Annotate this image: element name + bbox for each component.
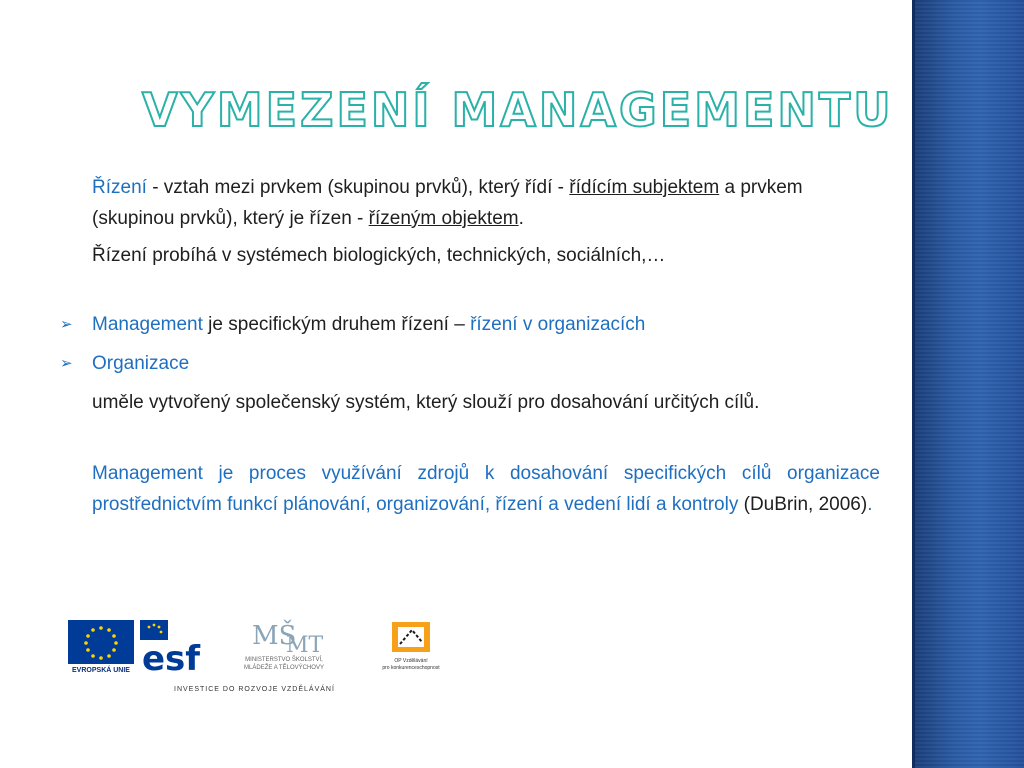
systems-paragraph: Řízení probíhá v systémech biologických, technických, sociálních,… [92,245,666,266]
esf-logo [140,620,204,674]
organizace-definition: uměle vytvořený společenský systém, který slouží pro dosahování určitých cílů. [92,392,760,413]
svg-text:esf: esf [142,639,201,674]
msmt-logo: MŠ MT MINISTERSTVO ŠKOLSTVÍ, MLÁDEŽE A TĚLOVÝCHOVY [244,621,324,671]
bullet-management: ➢ Management je specifickým druhem řízení – řízení v organizacích [58,309,880,340]
svg-text:MT: MT [286,633,324,656]
investice-slogan: INVESTICE DO ROZVOJE VZDĚLÁVÁNÍ [174,686,335,693]
slide-content [58,172,880,520]
bullet-arrow-icon: ➢ [60,355,73,372]
management-definition: Management je proces využívání zdrojů k dosahování specifických cílů organizace prostřednictvím funkcí plánování, organizování, řízení a vedení lidí a kontroly (DuBrin, 2006). [92,463,880,515]
link-rizenym-objektem[interactable]: řízeným objektem [368,208,519,229]
decorative-sidebar [912,0,1024,768]
eu-stars-icon [68,620,134,664]
definition-paragraph: Řízení - vztah mezi prvkem (skupinou prvků), který řídí - řídícím subjektem a prvkem (skupinou prvků), který je řízen - řízeným objektem. [92,177,803,229]
eu-flag-logo [68,620,134,674]
op-vk-logo: OP Vzdělávání pro konkurenceschopnost [376,620,446,676]
logo-strip [68,616,448,702]
svg-text:MŠ: MŠ [252,621,297,651]
bullet-arrow-icon: ➢ [60,316,73,333]
link-ridicim-subjektem[interactable]: řídícím subjektem [569,177,720,198]
bullet-organizace: ➢ Organizace [58,348,880,379]
slide-title: VYMEZENÍ MANAGEMENTU [142,83,894,137]
term-rizeni: Řízení [92,177,147,198]
eu-label: EVROPSKÁ UNIE [68,664,134,678]
